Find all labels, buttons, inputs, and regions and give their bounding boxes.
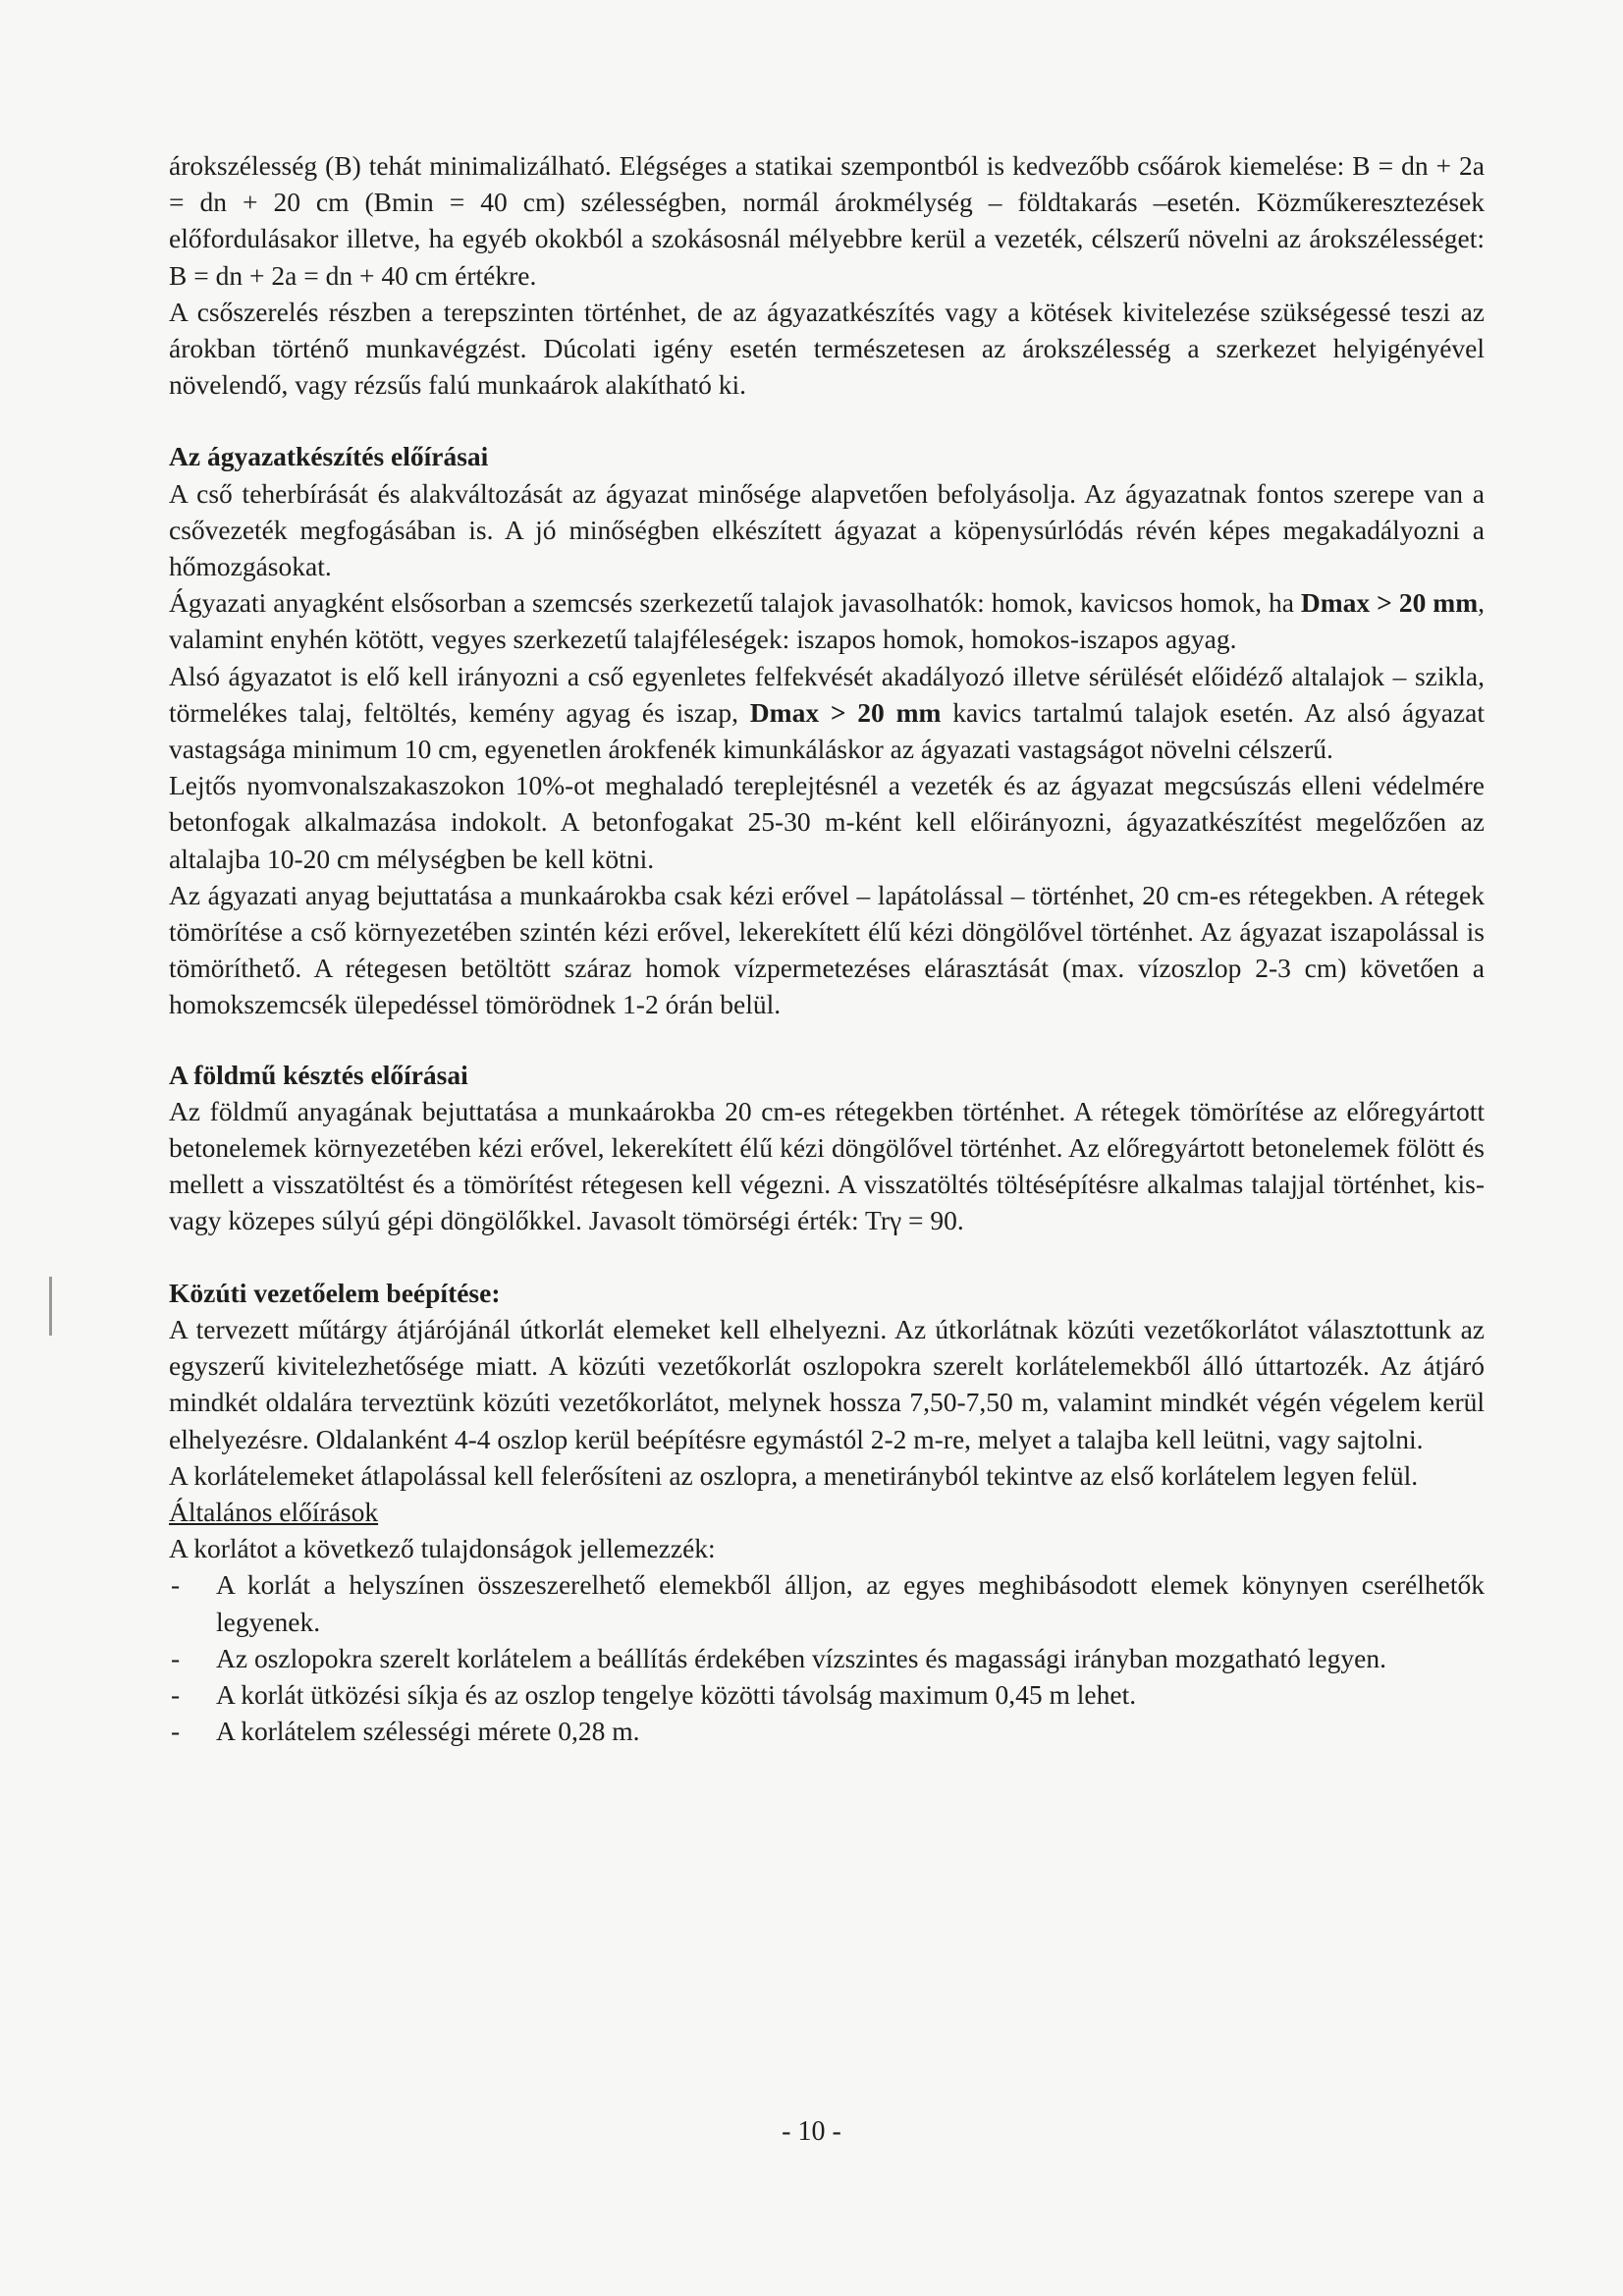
paragraph: [169, 658, 1485, 768]
paragraph: A csőszerelés részben a terepszinten történhet, de az ágyazatkészítés vagy a kötések kivitelezése szükségessé teszi az árokban történő munkavégzést. Dúcolati igény esetén természetesen az árokszélesség a szerkezet helyigényével növelendő, vagy rézsűs falú munkaárok alakítható ki.: [169, 296, 1485, 401]
paragraph: A korlátelemeket átlapolással kell felerősíteni az oszlopra, a menetirányból tekintve az első korlátelem legyen felül.: [169, 1459, 1419, 1491]
document-body: [169, 147, 1485, 1749]
bold-term: Dmax > 20 mm: [749, 696, 942, 728]
requirements-list: [169, 1566, 1485, 1749]
paragraph: Lejtős nyomvonalszakaszokon 10%-ot meghaladó tereplejtésnél a vezeték és az ágyazat megcsúszás elleni védelmére betonfogak alkalmazása indokolt. A betonfogakat 25-30 m-ként kell előirányozni, ágyazatkészítést megelőzően az altalajba 10-20 cm mélységben be kell kötni.: [169, 770, 1485, 874]
spacer: [169, 403, 1485, 438]
paragraph: A tervezett műtárgy átjárójánál útkorlát elemeket kell elhelyezni. Az útkorlátnak közúti vezetőkorlátot választottunk az egyszerű kivitelezhetősége miatt. A közúti vezetőkorlát oszlopokra szerelt korlátelemekből álló úttartozék. Az átjáró mindkét oldalára terveztünk közúti vezetőkorlátot, melynek hossza 7,50-7,50 m, valamint mindkét végén végelem kerül elhelyezésre. Oldalanként 4-4 oszlop kerül beépítésre egymástól 2-2 m-re, melyet a talajba kell leütni, vagy sajtolni.: [169, 1313, 1485, 1454]
paragraph: árokszélesség (B) tehát minimalizálható. Elégséges a statikai szempontból is kedvezőbb csőárok kiemelése: B = dn + 2a = dn + 20 cm (Bmin = 40 cm) szélességben, normál árokmélység – földtakarás –esetén. Közműkeresztezések előfordulásakor illetve, ha egyéb okokból a szokásosnál mélyebbre kerül a vezeték, célszerű növelni az árokszélességet: B = dn + 2a = dn + 40 cm értékre.: [169, 150, 1485, 291]
list-item: - Az oszlopokra szerelt korlátelem a beállítás érdekében vízszintes és magassági irányban mozgatható legyen.: [169, 1640, 1485, 1676]
spacer: [169, 1023, 1485, 1057]
list-item: - A korlát a helyszínen összeszerelhető elemekből álljon, az egyes meghibásodott elemek könynyen cserélhetők legyenek.: [169, 1566, 1485, 1639]
subheading: Általános előírások: [169, 1496, 379, 1527]
paragraph: Az ágyazati anyag bejuttatása a munkaárokba csak kézi erővel – lapátolással – történhet, 20 cm-es rétegekben. A rétegek tömörítése a cső környezetében szintén kézi erővel, lekerekített élű kézi döngölővel történhet. Az ágyazat iszapolással is tömöríthető. A rétegesen betöltött száraz homok vízpermetezéses elárasztását (max. vízoszlop 2-3 cm) követően a homokszemcsék ülepedéssel tömörödnek 1-2 órán belül.: [169, 879, 1485, 1020]
text: Alsó ágyazatot is elő kell irányozni a cső egyenletes felfekvését akadályozó illetve sérülését előidéző altalajok – szikla, törmelékes talaj, feltöltés, kemény agyag és iszap,: [169, 660, 1485, 728]
page-number: - 10 -: [782, 2116, 841, 2147]
bold-term: Dmax > 20 mm: [1300, 587, 1479, 619]
text: kavics tartalmú talajok esetén. Az alsó ágyazat vastagsága minimum 10 cm, egyenetlen árokfenék kimunkáláskor az ágyazati vastagságot növelni célszerű.: [169, 696, 1485, 765]
paragraph: A cső teherbírását és alakváltozását az ágyazat minősége alapvetően befolyásolja. Az ágyazatnak fontos szerepe van a csővezeték megfogásában is. A jó minőségben elkészített ágyazat a köpenysúrlódás révén képes megakadályozni a hőmozgásokat.: [169, 477, 1485, 582]
margin-mark: [49, 1277, 52, 1336]
paragraph: [169, 584, 1485, 657]
text: Ágyazati anyagként elsősorban a szemcsés szerkezetű talajok javasolhatók: homok, kavicsos homok, ha: [169, 587, 1301, 619]
list-item: - A korlátelem szélességi mérete 0,28 m.: [169, 1713, 1485, 1749]
spacer: [169, 1239, 1485, 1275]
section-heading: A földmű késztés előírásai: [169, 1059, 468, 1090]
text: , valamint enyhén kötött, vegyes szerkezetű talajféleségek: iszapos homok, homokos-iszapos agyag.: [169, 587, 1485, 655]
list-item: - A korlát ütközési síkja és az oszlop tengelye közötti távolság maximum 0,45 m lehet.: [169, 1676, 1485, 1713]
section-heading: Közúti vezetőelem beépítése:: [169, 1277, 501, 1308]
paragraph: A korlátot a következő tulajdonságok jellemezzék:: [169, 1533, 716, 1564]
paragraph: Az földmű anyagának bejuttatása a munkaárokba 20 cm-es rétegekben történhet. A rétegek tömörítése az előregyártott betonelemek környezetében kézi erővel, lekerekített élű kézi döngölővel történhet. Az előregyártott betonelemek fölött és mellett a visszatöltést és a tömörítést rétegesen kell végezni. A visszatöltés töltésépítésre alkalmas talajjal történhet, kis- vagy közepes súlyú gépi döngölőkkel. Javasolt tömörségi érték: Trγ = 90.: [169, 1095, 1485, 1236]
section-heading: Az ágyazatkészítés előírásai: [169, 441, 489, 472]
